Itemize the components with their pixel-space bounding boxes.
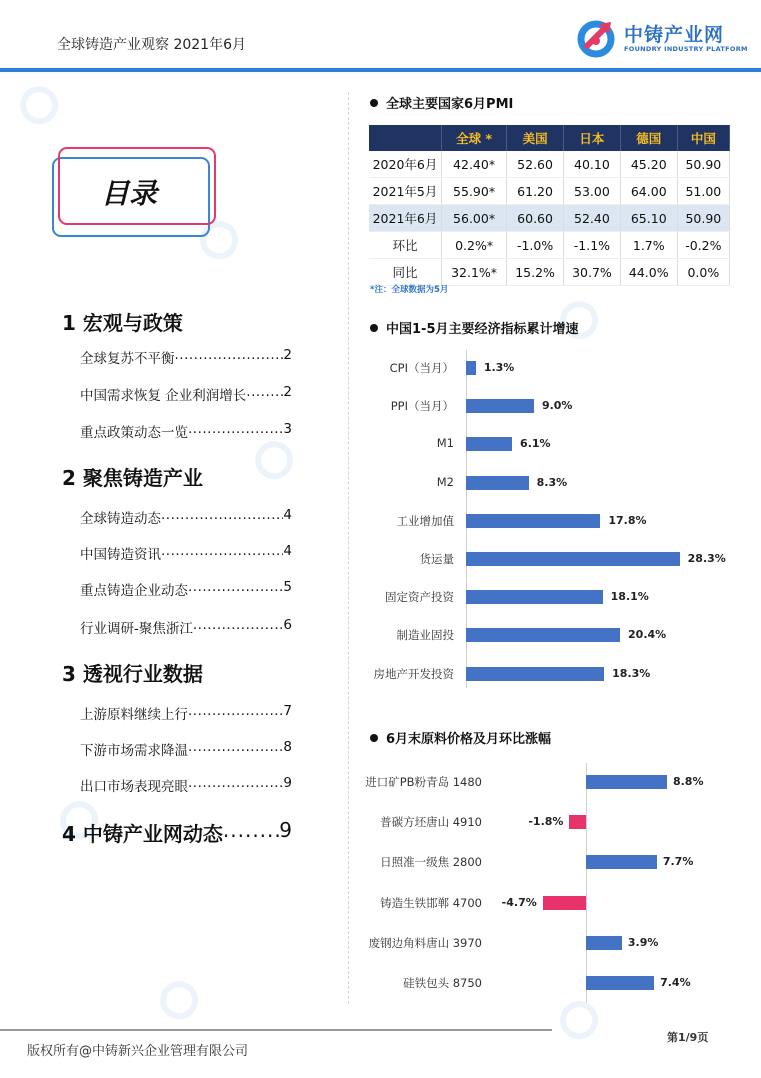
pmi-cell: 56.00* xyxy=(442,205,507,232)
pmi-col-header: 中国 xyxy=(677,125,729,151)
chart2-bar xyxy=(586,775,667,789)
toc-section-4[interactable] xyxy=(62,818,292,847)
chart2-value-label: -1.8% xyxy=(528,815,564,829)
toc-item[interactable] xyxy=(80,347,292,367)
chart1-category-label: M1 xyxy=(436,436,454,451)
toc-leader xyxy=(188,421,283,441)
pmi-cell: 55.90* xyxy=(442,178,507,205)
header-rule xyxy=(0,68,761,72)
pmi-table xyxy=(369,125,730,286)
toc-item[interactable] xyxy=(80,579,292,599)
chart2-title: 6月末原料价格及月环比涨幅 xyxy=(386,732,552,747)
chart2-category-label: 日照准一级焦 2800 xyxy=(380,855,482,870)
pmi-table-body xyxy=(369,151,730,286)
chart1-category-label: CPI（当月） xyxy=(389,361,454,375)
chart1-bar xyxy=(466,399,534,413)
chart1-category-label: 固定资产投资 xyxy=(385,590,454,605)
chart2-bar xyxy=(586,976,654,990)
chart1-title: 中国1-5月主要经济指标累计增速 xyxy=(386,322,579,337)
chart1-bar xyxy=(466,361,476,375)
chart1-category-label: 房地产开发投资 xyxy=(373,666,454,681)
chart1-value-label: 18.3% xyxy=(612,666,651,680)
chart1-value-label: 8.3% xyxy=(536,475,568,489)
pmi-col-header: 德国 xyxy=(620,125,677,151)
toc-leader xyxy=(175,347,284,367)
pmi-row xyxy=(369,259,730,286)
chart2-category-label: 硅铁包头 8750 xyxy=(403,976,482,990)
toc-leader xyxy=(188,775,283,795)
toc-item-page: 2 xyxy=(283,347,292,363)
toc-item-text: 中国需求恢复 企业利润增长 xyxy=(80,388,247,404)
chart1-category-label: 货运量 xyxy=(419,552,454,566)
toc-section-4-label: 4 中铸产业网动态 xyxy=(62,822,223,846)
toc-item-page: 3 xyxy=(283,421,292,437)
pmi-row-label: 2020年6月 xyxy=(369,151,442,178)
toc-title: 目录 xyxy=(100,177,157,210)
pmi-cell: 51.00 xyxy=(677,178,729,205)
pmi-cell: -1.0% xyxy=(507,232,564,259)
toc-item-page: 4 xyxy=(283,507,292,523)
pmi-row xyxy=(369,151,730,178)
chart2-value-label: 8.8% xyxy=(672,775,704,788)
toc-leader xyxy=(161,507,283,527)
toc-leader xyxy=(188,739,283,759)
pmi-cell: 40.10 xyxy=(564,151,621,178)
watermark-logo xyxy=(153,974,208,1031)
pmi-row xyxy=(369,178,730,205)
pmi-cell: 0.2%* xyxy=(442,232,507,259)
chart2-value-label: 3.9% xyxy=(627,935,659,949)
toc-item-page: 9 xyxy=(283,775,292,791)
toc-item-text: 行业调研-聚焦浙江 xyxy=(80,621,193,637)
pmi-row xyxy=(369,232,730,259)
pmi-footnote: *注：全球数据为5月 xyxy=(370,285,449,295)
chart1-bar xyxy=(466,437,512,451)
toc-item[interactable] xyxy=(80,617,292,637)
pmi-cell: 42.40* xyxy=(442,151,507,178)
chart2-axis xyxy=(586,763,587,1003)
report-title: 全球铸造产业观察 2021年6月 xyxy=(57,37,246,53)
pmi-cell: 65.10 xyxy=(620,205,677,232)
chart2-category-label: 进口矿PB粉青岛 1480 xyxy=(365,775,482,789)
pmi-row-label: 环比 xyxy=(369,232,442,259)
pmi-col-header: 全球 * xyxy=(442,125,507,151)
chart1-value-label: 28.3% xyxy=(687,552,726,565)
pmi-cell: 0.0% xyxy=(677,259,729,286)
chart2-bar xyxy=(543,896,586,910)
chart1-category-label: PPI（当月） xyxy=(390,399,454,414)
chart1-category-label: 制造业固投 xyxy=(396,628,454,643)
chart2-bar xyxy=(586,936,622,950)
footer-copyright: 版权所有@中铸新兴企业管理有限公司 xyxy=(27,1044,249,1059)
pmi-row-label: 2021年5月 xyxy=(369,178,442,205)
chart2-heading xyxy=(370,728,551,747)
pmi-cell: 45.20 xyxy=(620,151,677,178)
logo-subtitle: FOUNDRY INDUSTRY PLATFORM xyxy=(624,45,748,53)
toc-item-page: 2 xyxy=(283,384,292,400)
toc-leader xyxy=(223,818,279,847)
pmi-cell: 30.7% xyxy=(564,259,621,286)
chart1-value-label: 9.0% xyxy=(541,399,573,413)
chart2-bar xyxy=(569,815,586,829)
toc-item-text: 全球铸造动态 xyxy=(80,511,161,527)
pmi-cell: 61.20 xyxy=(507,178,564,205)
toc-section-2[interactable]: 2 聚焦铸造产业 xyxy=(62,466,203,490)
toc-item[interactable] xyxy=(80,775,292,795)
chart1-bar xyxy=(466,552,680,566)
chart2-value-label: -4.7% xyxy=(501,895,537,909)
chart2-category-label: 铸造生铁邯郸 4700 xyxy=(380,895,482,910)
toc-item-text: 全球复苏不平衡 xyxy=(80,351,175,367)
toc-item[interactable] xyxy=(80,507,292,527)
watermark-logo xyxy=(553,994,608,1051)
pmi-cell: 50.90 xyxy=(677,205,729,232)
pmi-col-header: 美国 xyxy=(507,125,564,151)
watermark-logo xyxy=(248,434,303,491)
toc-item[interactable] xyxy=(80,384,292,404)
toc-section-3[interactable]: 3 透视行业数据 xyxy=(62,662,203,686)
pmi-cell: 52.40 xyxy=(564,205,621,232)
chart1-bar xyxy=(466,667,604,681)
chart1-heading xyxy=(370,318,579,337)
pmi-cell: 32.1%* xyxy=(442,259,507,286)
pmi-heading-text: 全球主要国家6月PMI xyxy=(386,97,514,112)
watermark-logo xyxy=(13,79,68,136)
pmi-cell: 64.00 xyxy=(620,178,677,205)
toc-item[interactable] xyxy=(80,703,292,723)
pmi-cell: 1.7% xyxy=(620,232,677,259)
chart2-category-label: 废钢边角料唐山 3970 xyxy=(368,935,482,950)
pmi-cell: 15.2% xyxy=(507,259,564,286)
toc-leader xyxy=(246,384,283,404)
pmi-cell: -0.2% xyxy=(677,232,729,259)
toc-item-page: 5 xyxy=(283,579,292,595)
pmi-cell: 60.60 xyxy=(507,205,564,232)
toc-leader xyxy=(188,579,283,599)
toc-section-1[interactable]: 1 宏观与政策 xyxy=(62,311,183,335)
toc-item-text: 中国铸造资讯 xyxy=(80,547,161,563)
toc-item[interactable] xyxy=(80,543,292,563)
chart2-bar xyxy=(586,855,657,869)
toc-leader xyxy=(161,543,283,563)
toc-item[interactable] xyxy=(80,739,292,759)
pmi-col-header: 日本 xyxy=(564,125,621,151)
toc-item-page: 8 xyxy=(283,739,292,755)
toc-item-page: 6 xyxy=(283,617,292,633)
chart2-value-label: 7.7% xyxy=(662,855,694,869)
pmi-cell: 50.90 xyxy=(677,151,729,178)
logo-text: 中铸产业网 xyxy=(624,24,725,46)
chart1-bar xyxy=(466,628,620,642)
toc-leader xyxy=(188,703,283,723)
toc-item-text: 上游原料继续上行 xyxy=(80,707,188,723)
chart1-value-label: 20.4% xyxy=(628,628,667,642)
pmi-cell: 53.00 xyxy=(564,178,621,205)
toc-item-text: 重点政策动态一览 xyxy=(80,425,188,441)
chart1-value-label: 1.3% xyxy=(483,361,515,374)
chart1-bar xyxy=(466,514,600,528)
toc-item-text: 下游市场需求降温 xyxy=(80,743,188,759)
toc-item[interactable] xyxy=(80,421,292,441)
pmi-cell: 52.60 xyxy=(507,151,564,178)
footer-rule xyxy=(0,1029,552,1031)
pmi-row-label: 2021年6月 xyxy=(369,205,442,232)
foundry-logo-icon xyxy=(575,16,617,58)
toc-item-text: 出口市场表现亮眼 xyxy=(80,779,188,795)
chart2-category-label: 普碳方坯唐山 4910 xyxy=(380,815,482,830)
pmi-col-header xyxy=(369,125,442,151)
toc-item-page: 4 xyxy=(283,543,292,559)
bullet-icon xyxy=(370,324,378,332)
toc-section-4-page: 9 xyxy=(279,818,292,842)
chart1-bar xyxy=(466,590,603,604)
chart1-bar xyxy=(466,476,529,490)
chart1-value-label: 17.8% xyxy=(608,513,647,527)
chart2-value-label: 7.4% xyxy=(660,976,691,989)
chart1-value-label: 6.1% xyxy=(520,437,551,451)
pmi-header-row xyxy=(369,125,730,151)
chart1-category-label: M2 xyxy=(436,474,454,489)
toc-item-text: 重点铸造企业动态 xyxy=(80,583,188,599)
bullet-icon xyxy=(370,99,378,107)
pmi-row-label: 同比 xyxy=(369,259,442,286)
pmi-heading xyxy=(370,93,513,112)
pmi-cell: -1.1% xyxy=(564,232,621,259)
page-number: 第1/9页 xyxy=(667,1031,709,1044)
bullet-icon xyxy=(370,734,378,742)
pmi-row xyxy=(369,205,730,232)
toc-leader xyxy=(193,617,284,637)
pmi-cell: 44.0% xyxy=(620,259,677,286)
toc-item-page: 7 xyxy=(283,703,292,719)
chart1-category-label: 工业增加值 xyxy=(396,513,454,528)
chart1-value-label: 18.1% xyxy=(610,590,649,604)
